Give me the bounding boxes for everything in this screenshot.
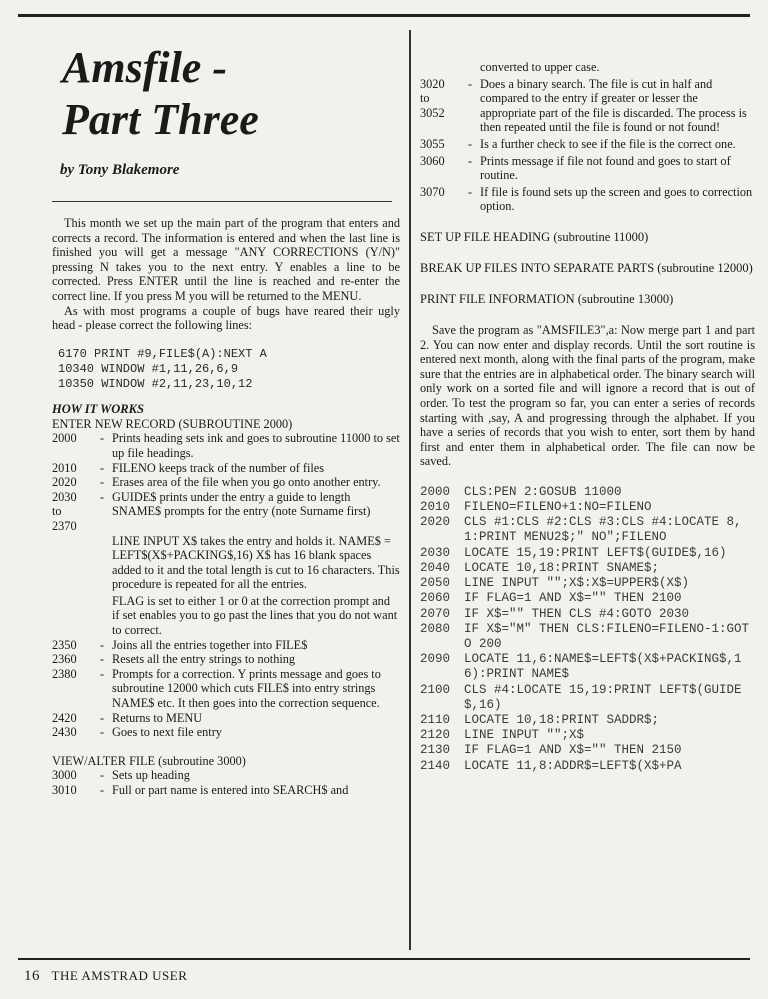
entry-dash: - <box>468 136 473 151</box>
entry-item <box>52 725 400 740</box>
entry-dash: - <box>100 710 105 725</box>
intro-paragraph: This month we set up the main part of the program that enters and corrects a record. The information is entered and when the last line is finished you will get a message "ANY CORRECTIONS (Y/N)" pressing N takes you to the next entry. Y enables a line to be corrected. Press ENTER until the line is reached and re-enter the correct line. If you press M you will be returned to the MENU. <box>52 216 400 303</box>
byline-rule <box>52 201 392 202</box>
entry-item <box>420 185 755 214</box>
listing-line-code: LOCATE 15,19:PRINT LEFT$(GUIDE$,16) <box>464 545 727 560</box>
line-number: 2020 <box>52 475 77 490</box>
entry-dash: - <box>468 76 473 91</box>
entry-item <box>420 137 755 152</box>
listing-line-code: LINE INPUT "";X$:X$=UPPER$(X$) <box>464 576 690 591</box>
line-number: 2430 <box>52 725 77 740</box>
listing-line <box>420 683 755 713</box>
listing-line-code: LINE INPUT "";X$ <box>464 728 585 743</box>
entry-item <box>52 652 400 667</box>
entry-dash: - <box>100 725 105 740</box>
magazine-title: THE AMSTRAD USER <box>51 968 188 983</box>
listing-line-code: LOCATE 10,18:PRINT SADDR$; <box>464 712 660 727</box>
listing-line <box>420 485 755 500</box>
line-number: 2000 <box>52 431 77 446</box>
line-number: 3010 <box>52 783 77 797</box>
code-line: 6170 PRINT #9,FILE$(A):NEXT A <box>58 346 267 361</box>
entry-dash: - <box>100 783 105 797</box>
entry-dash: - <box>100 431 105 446</box>
listing-line <box>420 500 755 515</box>
title-line-2: Part Three <box>62 95 259 144</box>
entry-description: Does a binary search. The file is cut in half and compared to the entry if greater or lesser the appropriate part of the file is discarded. The process is then repeated until the file is found or not found! <box>480 76 747 135</box>
listing-line-number: 2130 <box>420 743 451 758</box>
entry-description: Full or part name is entered into SEARCH$ and <box>112 783 349 797</box>
page-number: 16 <box>24 968 40 984</box>
code-line: 10350 WINDOW #2,11,23,10,12 <box>58 376 253 391</box>
entry-note: FLAG is set to either 1 or 0 at the correction prompt and if set enables you to go past the lines that you do not want to correct. <box>112 593 398 638</box>
entry-dash: - <box>100 768 105 783</box>
listing-line <box>420 591 755 606</box>
listing-line-number: 2000 <box>420 484 451 499</box>
entry-item <box>420 77 755 135</box>
listing-line <box>420 652 755 682</box>
entry-item <box>52 431 400 460</box>
listing-line-code: CLS #1:CLS #2:CLS #3:CLS #4:LOCATE 8,1:PRINT MENU2$;" NO";FILENO <box>464 515 742 545</box>
entry-description: Is a further check to see if the file is the correct one. <box>480 136 736 151</box>
entry-description: GUIDE$ prints under the entry a guide to length SNAME$ prompts for the entry (note Surname first) <box>112 489 371 519</box>
byline: by Tony Blakemore <box>60 162 180 178</box>
listing-line-number: 2050 <box>420 576 451 591</box>
save-instructions: Save the program as "AMSFILE3",a: Now merge part 1 and part 2. You can now enter and display records. Until the sort routine is entered next month, along with the final parts of the program, make sure that the entries are in alphabetical order. The binary search will only work on a sorted file and will ignore a record that is out of order. To test the program so far, you can enter a series of records starting with ,say, A and progressing through the alphabet. If you have a series of records that you wish to enter, sort them by hand first and enter them in alphabetical order. The file can now be saved. <box>420 322 755 469</box>
entry-item <box>420 154 755 183</box>
entry-continuation <box>420 60 755 75</box>
entry-item <box>52 667 400 711</box>
listing-line-code: CLS:PEN 2:GOSUB 11000 <box>464 484 622 499</box>
entry-item <box>52 711 400 726</box>
entry-dash: - <box>100 489 105 504</box>
listing-line <box>420 743 755 758</box>
entry-dash: - <box>100 637 105 652</box>
listing-line <box>420 607 755 622</box>
listing-line-number: 2070 <box>420 606 451 621</box>
listing-line-number: 2040 <box>420 560 451 575</box>
entry-description: Goes to next file entry <box>112 725 222 740</box>
listing-line <box>420 546 755 561</box>
listing-line <box>420 728 755 743</box>
entry-item <box>52 475 400 490</box>
entry-description: converted to upper case. <box>480 60 600 74</box>
listing-line-number: 2060 <box>420 591 451 606</box>
top-rule <box>18 14 750 17</box>
line-number: 2420 <box>52 710 77 725</box>
entry-description: Sets up heading <box>112 768 190 783</box>
entry-description: Prompts for a correction. Y prints message and goes to subroutine 12000 which cuts FILE$ into entry strings NAME$ etc. It then goes into the correction sequence. <box>112 666 381 711</box>
line-number: 2350 <box>52 637 77 652</box>
break-up-files-subheading: BREAK UP FILES INTO SEPARATE PARTS (subroutine 12000) <box>420 260 753 275</box>
listing-line-number: 2020 <box>420 515 451 530</box>
view-alter-heading: VIEW/ALTER FILE (subroutine 3000) <box>52 753 246 768</box>
code-line: 10340 WINDOW #1,11,26,6,9 <box>58 361 239 376</box>
entry-dash: - <box>100 460 105 475</box>
line-number: 2030 to 2370 <box>52 489 77 533</box>
line-number: 3055 <box>420 136 445 151</box>
listing-line-number: 2100 <box>420 682 451 697</box>
line-number: 3000 <box>52 768 77 783</box>
listing-line-code: CLS #4:LOCATE 15,19:PRINT LEFT$(GUIDE$,16) <box>464 682 742 712</box>
page-footer <box>24 968 187 985</box>
listing-line-number: 2120 <box>420 728 451 743</box>
line-number: 3070 <box>420 184 445 199</box>
enter-record-heading: ENTER NEW RECORD (SUBROUTINE 2000) <box>52 416 293 431</box>
file-heading-subheading: SET UP FILE HEADING (subroutine 11000) <box>420 229 649 244</box>
line-number: 2380 <box>52 666 77 681</box>
entry-description: Prints message if file not found and goes to start of routine. <box>480 153 731 183</box>
entry-dash: - <box>468 184 473 199</box>
entry-item <box>52 490 400 534</box>
intro-paragraph: As with most programs a couple of bugs have reared their ugly head - please correct the following lines: <box>52 303 400 333</box>
line-number: 3020 to 3052 <box>420 76 445 120</box>
bottom-rule <box>18 958 750 960</box>
listing-line-number: 2140 <box>420 758 451 773</box>
entry-dash: - <box>100 475 105 490</box>
column-divider <box>409 30 411 950</box>
intro-text <box>52 216 400 333</box>
listing-line-number: 2030 <box>420 545 451 560</box>
listing-line-code: LOCATE 10,18:PRINT SNAME$; <box>464 560 660 575</box>
listing-line <box>420 622 755 652</box>
listing-line <box>420 576 755 591</box>
entry-description: If file is found sets up the screen and goes to correction option. <box>480 184 753 214</box>
listing-line-code: IF FLAG=1 AND X$="" THEN 2100 <box>464 591 682 606</box>
entry-item <box>52 783 400 798</box>
line-number: 3060 <box>420 153 445 168</box>
listing-line-number: 2080 <box>420 621 451 636</box>
title-line-1: Amsfile - <box>62 43 227 92</box>
listing-line-code: IF X$="" THEN CLS #4:GOTO 2030 <box>464 606 690 621</box>
listing-line-code: FILENO=FILENO+1:NO=FILENO <box>464 500 652 515</box>
listing-line-number: 2010 <box>420 500 451 515</box>
listing-line <box>420 759 755 774</box>
listing-line <box>420 515 755 545</box>
listing-line-code: IF FLAG=1 AND X$="" THEN 2150 <box>464 743 682 758</box>
listing-line-code: LOCATE 11,6:NAME$=LEFT$(X$+PACKING$,16):PRINT NAME$ <box>464 652 742 682</box>
entry-description: Returns to MENU <box>112 710 203 725</box>
right-column <box>420 60 755 774</box>
entry-note: LINE INPUT X$ takes the entry and holds it. NAME$ = LEFT$(X$+PACKING$,16) X$ has 16 blank spaces added to it and the total length is cut to 16 characters. This procedure is repeated for all the entries. <box>112 533 400 592</box>
program-listing <box>420 485 755 774</box>
entry-item <box>52 461 400 476</box>
how-it-works-heading: HOW IT WORKS <box>52 401 144 416</box>
entry-dash: - <box>100 666 105 681</box>
entry-item <box>52 638 400 653</box>
article-title <box>62 42 400 146</box>
listing-line <box>420 561 755 576</box>
left-column <box>52 42 400 798</box>
entry-dash: - <box>468 153 473 168</box>
entry-description: Prints heading sets ink and goes to subroutine 11000 to set up file headings. <box>112 431 400 460</box>
entry-description: Joins all the entries together into FILE$ <box>112 637 308 652</box>
entry-description: Resets all the entry strings to nothing <box>112 652 296 667</box>
entry-description: Erases area of the file when you go onto another entry. <box>112 475 381 490</box>
entry-description: FILENO keeps track of the number of files <box>112 460 325 475</box>
line-number: 2360 <box>52 652 77 667</box>
listing-line-number: 2110 <box>420 712 451 727</box>
entry-list <box>52 431 400 739</box>
listing-line-code: LOCATE 11,8:ADDR$=LEFT$(X$+PA <box>464 758 682 773</box>
line-number: 2010 <box>52 460 77 475</box>
bugfix-listing <box>58 347 400 392</box>
entry-dash: - <box>100 652 105 667</box>
listing-line-number: 2090 <box>420 652 451 667</box>
listing-line-code: IF X$="M" THEN CLS:FILENO=FILENO-1:GOTO 200 <box>464 621 750 651</box>
listing-line <box>420 713 755 728</box>
entry-item <box>52 768 400 783</box>
print-file-info-subheading: PRINT FILE INFORMATION (subroutine 13000) <box>420 291 674 306</box>
